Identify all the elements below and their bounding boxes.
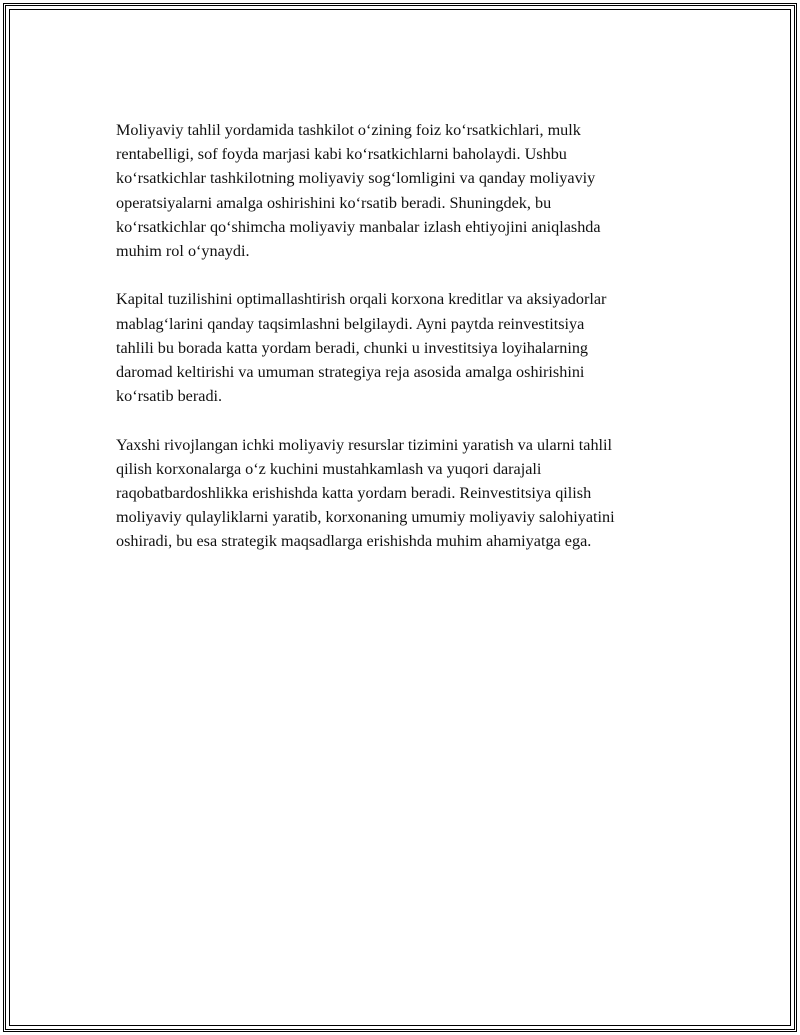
paragraph-line: mablag‘larini qanday taqsimlashni belgilaydi. Ayni paytda reinvestitsiya	[116, 314, 585, 333]
paragraph-line: tahlili bu borada katta yordam beradi, chunki u investitsiya loyihalarning	[116, 338, 589, 357]
paragraph-line: ko‘rsatib beradi.	[116, 387, 223, 406]
document-page	[3, 3, 797, 1032]
paragraph-3	[116, 433, 716, 554]
paragraph-line: qilish korxonalarga o‘z kuchini mustahkamlash va yuqori darajali	[116, 459, 542, 478]
paragraph-line: moliyaviy qulayliklarni yaratib, korxonaning umumiy moliyaviy salohiyatini	[116, 508, 615, 527]
paragraph-line: Moliyaviy tahlil yordamida tashkilot o‘zining foiz ko‘rsatkichlari, mulk	[116, 121, 581, 139]
paragraph-line: ko‘rsatkichlar qo‘shimcha moliyaviy manbalar izlash ehtiyojini aniqlashda	[116, 217, 601, 236]
paragraph-line: operatsiyalarni amalga oshirishini ko‘rsatib beradi. Shuningdek, bu	[116, 193, 552, 212]
document-body	[116, 118, 716, 578]
paragraph-line: muhim rol o‘ynaydi.	[116, 242, 250, 261]
paragraph-line: Kapital tuzilishini optimallashtirish orqali korxona kreditlar va aksiyadorlar	[116, 290, 607, 309]
paragraph-line: oshiradi, bu esa strategik maqsadlarga erishishda muhim ahamiyatga ega.	[116, 532, 592, 551]
paragraph-line: raqobatbardoshlikka erishishda katta yordam beradi. Reinvestitsiya qilish	[116, 484, 592, 503]
paragraph-line: daromad keltirishi va umuman strategiya reja asosida amalga oshirishini	[116, 363, 585, 382]
paragraph-line: ko‘rsatkichlar tashkilotning moliyaviy sog‘lomligini va qanday moliyaviy	[116, 169, 596, 188]
paragraph-2	[116, 287, 716, 408]
paragraph-1	[116, 118, 716, 263]
paragraph-line: rentabelligi, sof foyda marjasi kabi ko‘rsatkichlarni baholaydi. Ushbu	[116, 145, 567, 164]
paragraph-line: Yaxshi rivojlangan ichki moliyaviy resurslar tizimini yaratish va ularni tahlil	[116, 435, 613, 454]
